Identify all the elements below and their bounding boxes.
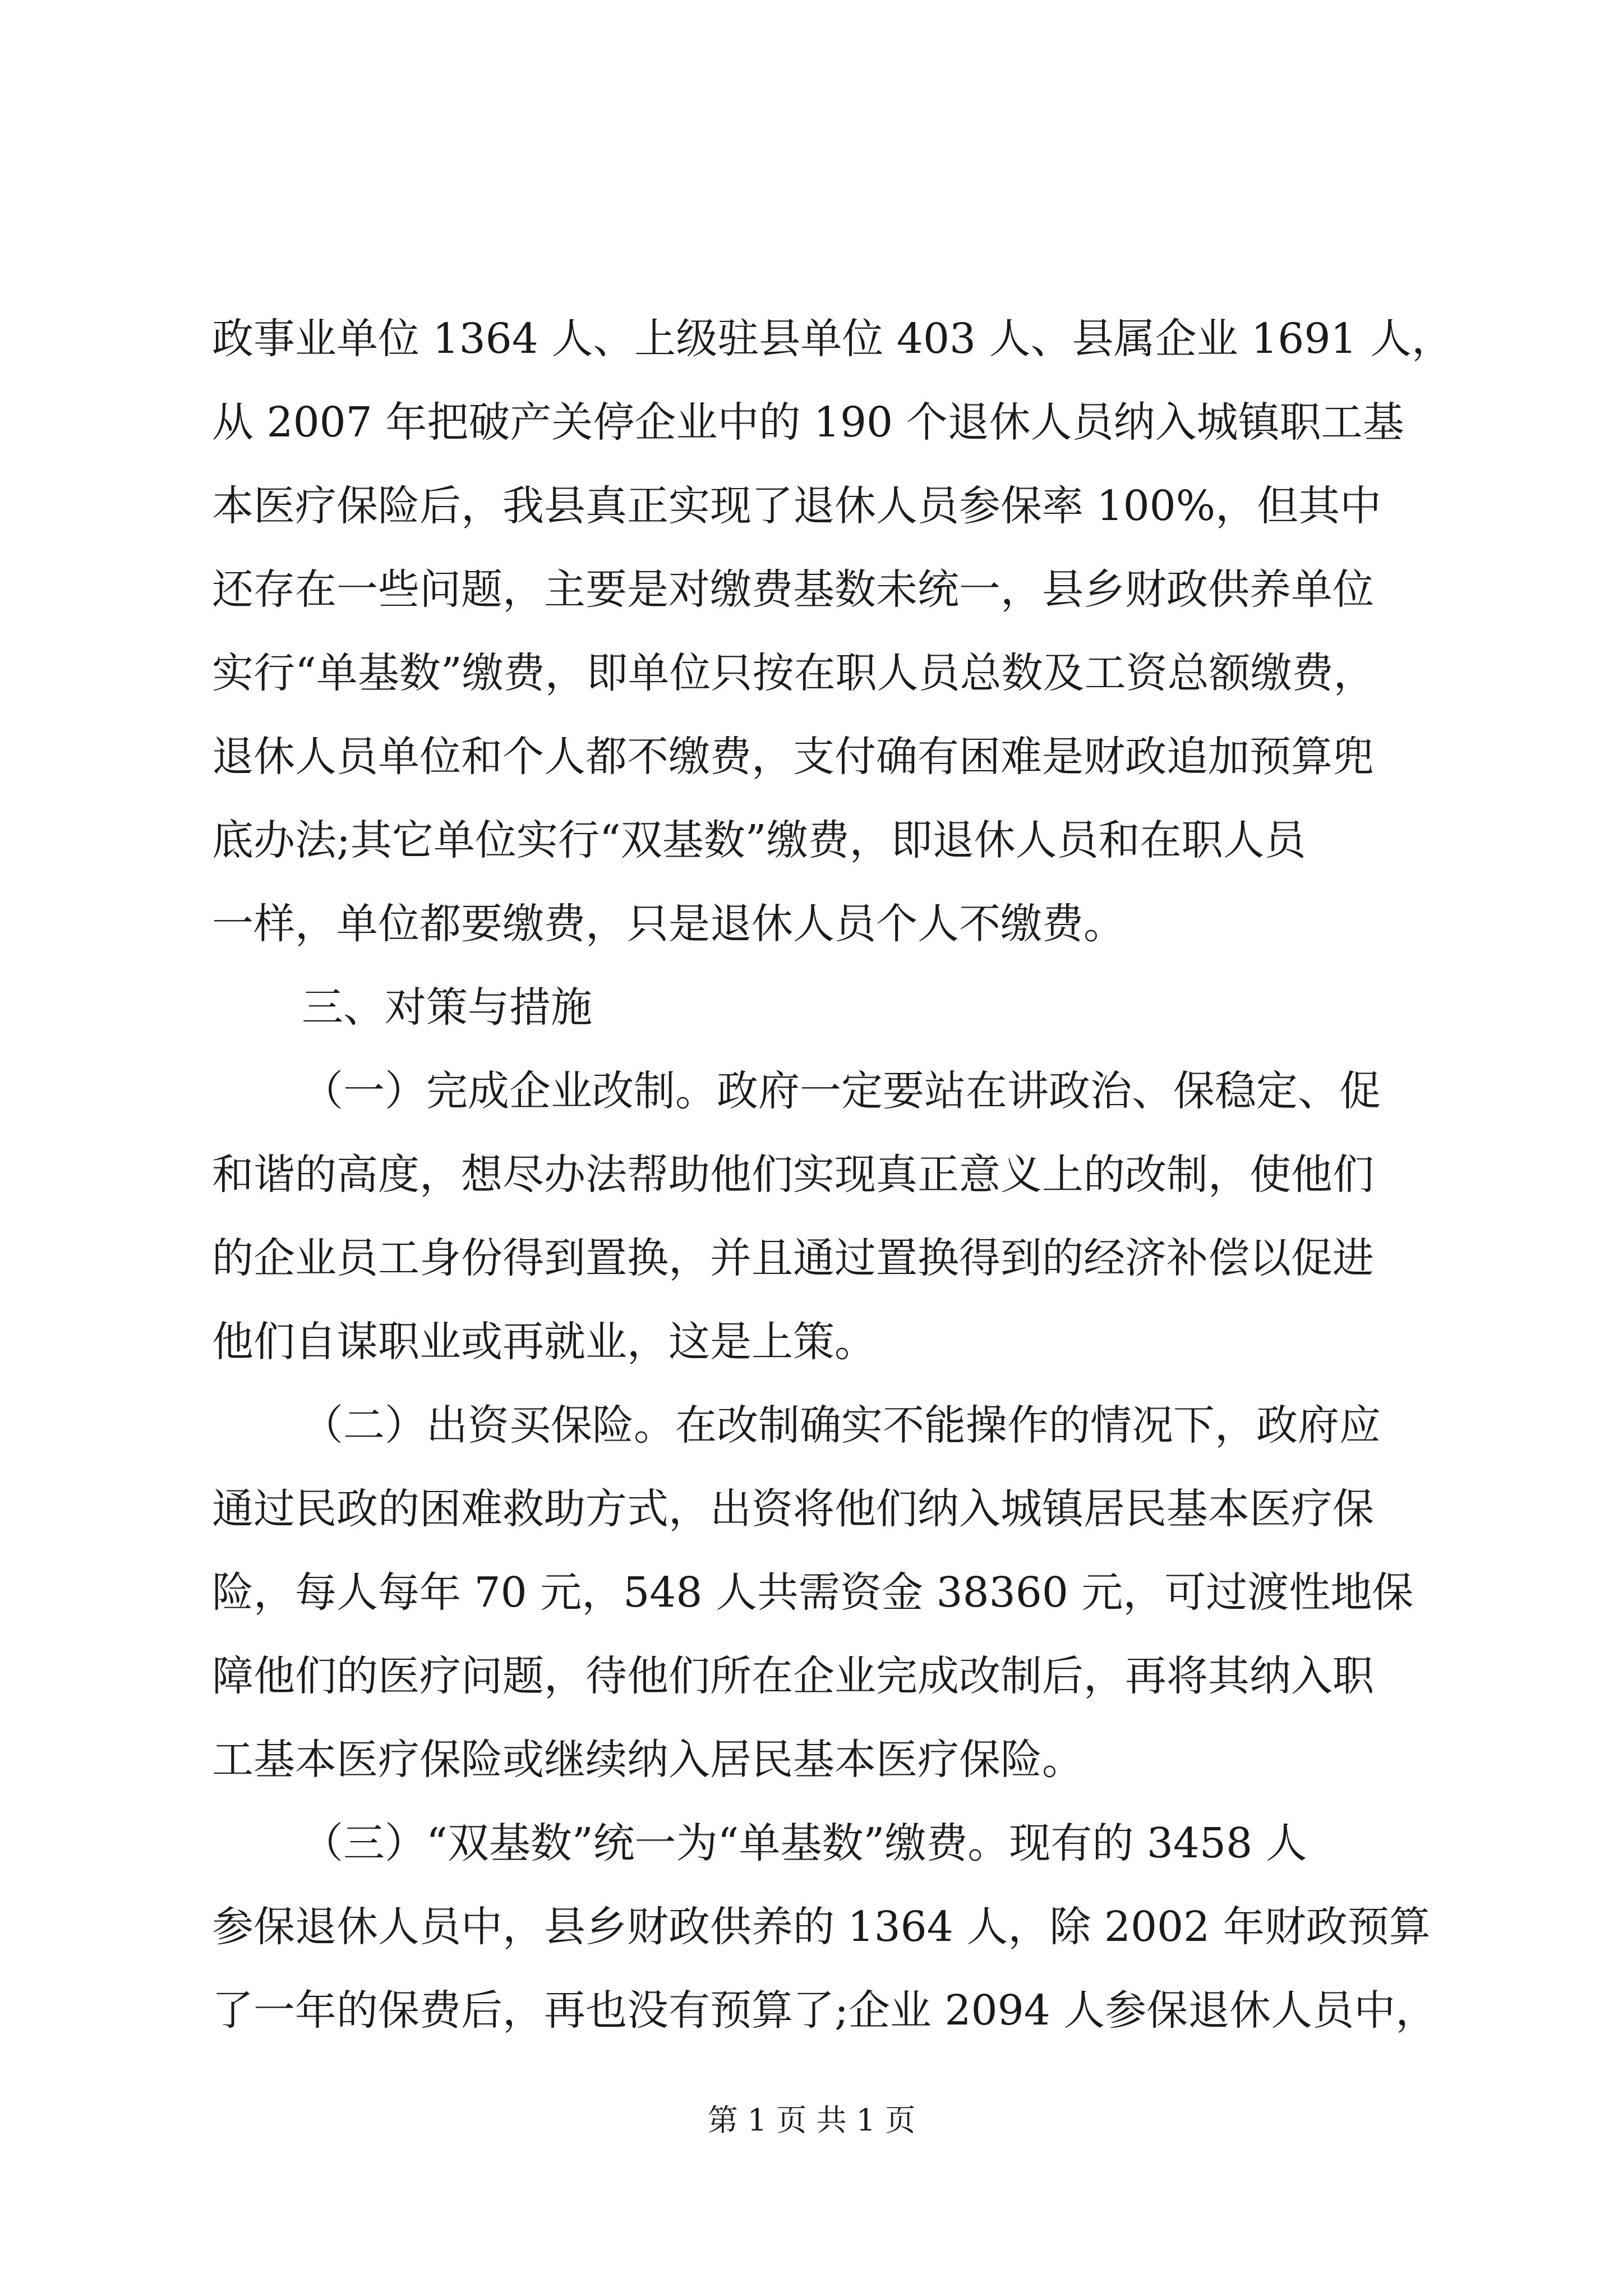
paragraph-start-line: （二）出资买保险。在改制确实不能操作的情况下，政府应: [302, 1401, 1381, 1450]
text-line: 退休人员单位和个人都不缴费，支付确有困难是财政追加预算兜: [212, 733, 1374, 781]
text-line: 从 2007 年把破产关停企业中的 190 个退休人员纳入城镇职工基: [212, 398, 1404, 447]
text-line: 工基本医疗保险或继续纳入居民基本医疗保险。: [212, 1736, 1083, 1784]
text-line: 底办法;其它单位实行“双基数”缴费，即退休人员和在职人员: [212, 816, 1306, 864]
text-line: 他们自谋职业或再就业，这是上策。: [212, 1318, 876, 1366]
paragraph-start-line: （一）完成企业改制。政府一定要站在讲政治、保稳定、促: [302, 1067, 1381, 1115]
text-line: 一样，单位都要缴费，只是退休人员个人不缴费。: [212, 900, 1125, 948]
document-body: [212, 297, 1454, 2053]
text-line: 通过民政的困难救助方式，出资将他们纳入城镇居民基本医疗保: [212, 1485, 1374, 1533]
paragraph-start-line: （三）“双基数”统一为“单基数”缴费。现有的 3458 人: [302, 1819, 1307, 1867]
text-line: 和谐的高度，想尽办法帮助他们实现真正意义上的改制，使他们: [212, 1151, 1374, 1199]
text-line: 险，每人每年 70 元，548 人共需资金 38360 元，可过渡性地保: [212, 1568, 1414, 1617]
text-line: 了一年的保费后，再也没有预算了;企业 2094 人参保退休人员中，: [212, 1986, 1437, 2035]
text-line: 实行“单基数”缴费，即单位只按在职人员总数及工资总额缴费，: [212, 649, 1375, 697]
page-number-footer: 第 1 页 共 1 页: [707, 2102, 916, 2138]
text-line: 参保退休人员中，县乡财政供养的 1364 人，除 2002 年财政预算: [212, 1903, 1431, 1951]
section-heading: 三、对策与措施: [302, 983, 592, 1032]
text-line: 障他们的医疗问题，待他们所在企业完成改制后，再将其纳入职: [212, 1652, 1374, 1700]
text-line: 本医疗保险后，我县真正实现了退休人员参保率 100%，但其中: [212, 482, 1382, 530]
text-line: 政事业单位 1364 人、上级驻县单位 403 人、县属企业 1691 人，: [212, 315, 1454, 363]
text-line: 的企业员工身份得到置换，并且通过置换得到的经济补偿以促进: [212, 1234, 1374, 1282]
text-line: 还存在一些问题，主要是对缴费基数未统一，县乡财政供养单位: [212, 565, 1374, 614]
